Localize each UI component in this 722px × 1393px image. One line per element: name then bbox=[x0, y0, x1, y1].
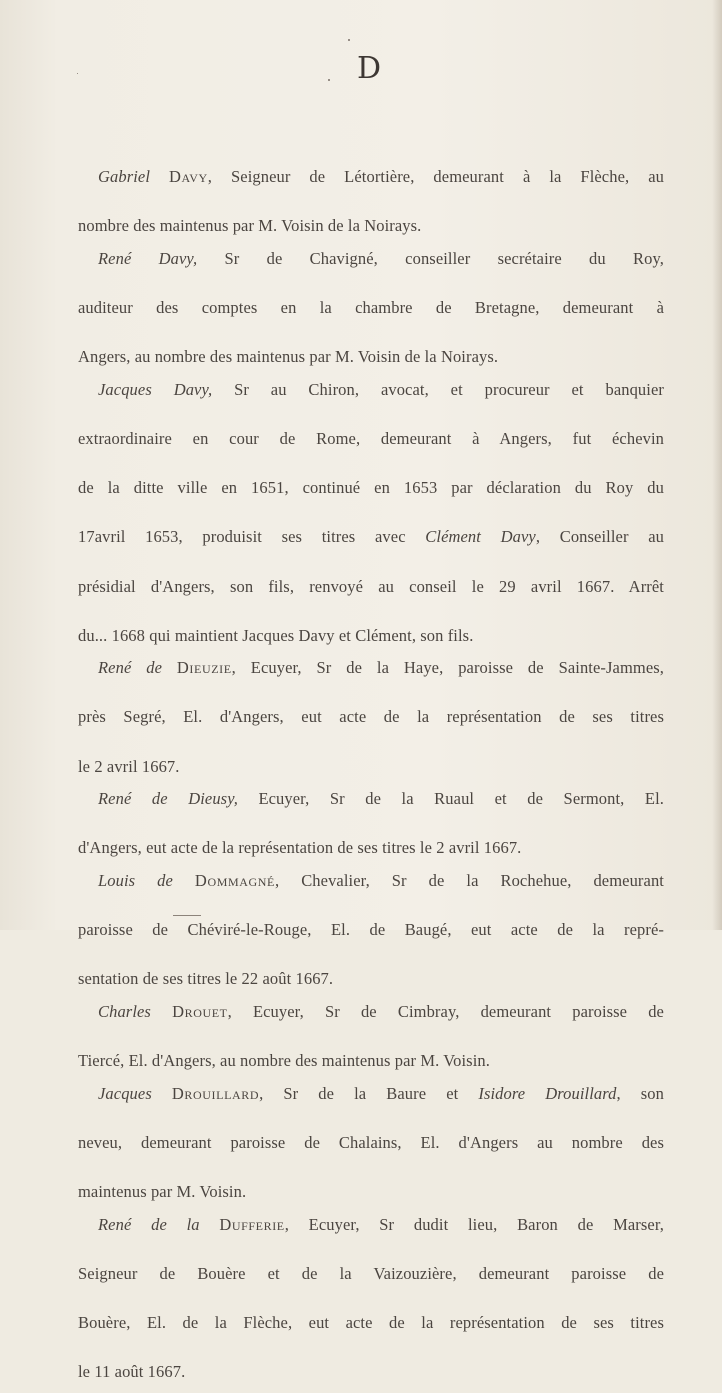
entry-paragraph bbox=[78, 787, 664, 861]
given-name: Charles bbox=[98, 1002, 151, 1021]
given-name: Clément Davy bbox=[425, 527, 536, 547]
entry-text: sentation de ses titres le 22 août 1667. bbox=[78, 969, 334, 989]
entry-paragraph bbox=[78, 1082, 664, 1205]
entry-line bbox=[78, 1311, 664, 1360]
entry-text: Seigneur de Bouère et de la Vaizouzière, demeurant paroisse de bbox=[78, 1263, 664, 1283]
entry-line bbox=[78, 575, 664, 624]
entry-line bbox=[78, 1000, 664, 1049]
entry-line bbox=[78, 165, 664, 214]
entry-line bbox=[78, 1360, 664, 1385]
entry-line bbox=[78, 214, 664, 239]
entry-text: Angers, au nombre des maintenus par M. Voisin de la Noirays. bbox=[78, 347, 499, 367]
given-name: René de la bbox=[98, 1214, 200, 1234]
entry-text: 17avril 1653, produisit ses titres avec bbox=[78, 527, 426, 547]
entry-text: neveu, demeurant paroisse de Chalains, El. d'Angers au nombre des bbox=[78, 1132, 664, 1152]
entry-paragraph bbox=[78, 869, 664, 992]
entry-text: , Ecuyer, Sr dudit lieu, Baron de Marser, bbox=[284, 1214, 664, 1234]
surname: Dieuzie bbox=[176, 658, 232, 678]
entry-paragraph bbox=[78, 378, 664, 649]
entry-line bbox=[78, 345, 664, 370]
entry-text: du... 1668 qui maintient Jacques Davy et Clément, son fils. bbox=[78, 625, 474, 645]
surname: Drouillard bbox=[171, 1083, 260, 1103]
ink-speck bbox=[348, 39, 350, 41]
entry-line bbox=[78, 1082, 664, 1131]
given-name: René de bbox=[98, 658, 163, 678]
entry-line bbox=[78, 869, 664, 918]
page-edge-shadow bbox=[712, 0, 722, 930]
entry-line bbox=[78, 1213, 664, 1262]
given-name: René Davy, bbox=[98, 248, 198, 268]
given-name: Jacques bbox=[98, 1083, 152, 1103]
entry-text: nombre des maintenus par M. Voisin de la Noirays. bbox=[78, 216, 422, 236]
entry-line bbox=[78, 525, 664, 574]
surname: Dommagné bbox=[194, 871, 275, 891]
entry-text bbox=[200, 1215, 220, 1234]
bottom-rule bbox=[173, 915, 201, 916]
entry-text bbox=[152, 1084, 172, 1103]
given-name: Jacques Davy, bbox=[98, 379, 213, 399]
entry-text: maintenus par M. Voisin. bbox=[78, 1182, 247, 1202]
given-name: Gabriel bbox=[98, 167, 151, 186]
entry-line bbox=[78, 296, 664, 345]
entry-line bbox=[78, 1180, 664, 1205]
entry-text: Sr de Chavigné, conseiller secrétaire du Roy, bbox=[197, 248, 664, 268]
entry-line bbox=[78, 1262, 664, 1311]
surname: Drouet bbox=[172, 1002, 228, 1021]
entry-text: auditeur des comptes en la chambre de Bretagne, demeurant à bbox=[78, 297, 664, 317]
entry-text: Bouère, El. de la Flèche, eut acte de la représentation de ses titres bbox=[78, 1313, 664, 1333]
entry-paragraph bbox=[78, 1213, 664, 1385]
surname: Davy bbox=[169, 167, 208, 186]
entry-line bbox=[78, 624, 664, 649]
entry-paragraph bbox=[78, 165, 664, 239]
entry-text bbox=[162, 658, 177, 677]
entry-text bbox=[150, 167, 169, 186]
ink-speck bbox=[77, 73, 78, 74]
entry-text: , Seigneur de Létortière, demeurant à la Flèche, au bbox=[207, 167, 664, 186]
entry-text: le 2 avril 1667. bbox=[78, 756, 180, 776]
entry-text: présidial d'Angers, son fils, renvoyé au conseil le 29 avril 1667. Arrêt bbox=[78, 576, 664, 596]
entry-text bbox=[151, 1002, 172, 1021]
entry-text: , Conseiller au bbox=[535, 527, 664, 547]
entry-line bbox=[78, 656, 664, 705]
entry-text: Sr au Chiron, avocat, et procureur et banquier bbox=[212, 379, 664, 399]
entry-text: près Segré, El. d'Angers, eut acte de la représentation de ses titres bbox=[78, 707, 664, 727]
entry-line bbox=[78, 755, 664, 780]
entry-text: , Sr de la Baure et bbox=[259, 1083, 479, 1103]
entry-text: , Ecuyer, Sr de Cimbray, demeurant paroisse de bbox=[227, 1002, 664, 1021]
entry-line bbox=[78, 787, 664, 836]
entry-paragraph bbox=[78, 247, 664, 370]
entry-text: le 11 août 1667. bbox=[78, 1362, 186, 1382]
entry-text: , Chevalier, Sr de la Rochehue, demeurant bbox=[274, 871, 664, 891]
given-name: Louis de bbox=[98, 871, 173, 891]
entry-text: paroisse de Chéviré-le-Rouge, El. de Baugé, eut acte de la repré- bbox=[78, 920, 664, 940]
given-name: René de Dieusy, bbox=[98, 789, 238, 809]
entry-line bbox=[78, 247, 664, 296]
entry-line bbox=[78, 1049, 664, 1074]
given-name: Isidore Drouillard bbox=[478, 1083, 617, 1103]
entry-line bbox=[78, 427, 664, 476]
entry-text: , Ecuyer, Sr de la Haye, paroisse de Sainte-Jammes, bbox=[231, 658, 664, 678]
entry-line bbox=[78, 836, 664, 861]
entry-text: de la ditte ville en 1651, continué en 1653 par déclaration du Roy du bbox=[78, 478, 664, 498]
entry-line bbox=[78, 705, 664, 754]
section-letter-heading: D bbox=[357, 51, 382, 86]
entry-paragraph bbox=[78, 1000, 664, 1074]
entries-list bbox=[78, 165, 664, 1393]
entry-line bbox=[78, 918, 664, 967]
entry-line bbox=[78, 1131, 664, 1180]
entry-text: Ecuyer, Sr de la Ruaul et de Sermont, El. bbox=[237, 789, 664, 809]
entry-paragraph bbox=[78, 656, 664, 779]
surname: Dufferie bbox=[219, 1214, 285, 1234]
entry-line bbox=[78, 378, 664, 427]
entry-text: extraordinaire en cour de Rome, demeurant à Angers, fut échevin bbox=[78, 428, 664, 448]
entry-text bbox=[173, 871, 195, 890]
entry-text: Tiercé, El. d'Angers, au nombre des maintenus par M. Voisin. bbox=[78, 1051, 490, 1071]
entry-line bbox=[78, 476, 664, 525]
entry-line bbox=[78, 967, 664, 992]
ink-speck bbox=[328, 79, 330, 81]
entry-text: d'Angers, eut acte de la représentation de ses titres le 2 avril 1667. bbox=[78, 838, 522, 858]
entry-text: , son bbox=[616, 1083, 664, 1103]
